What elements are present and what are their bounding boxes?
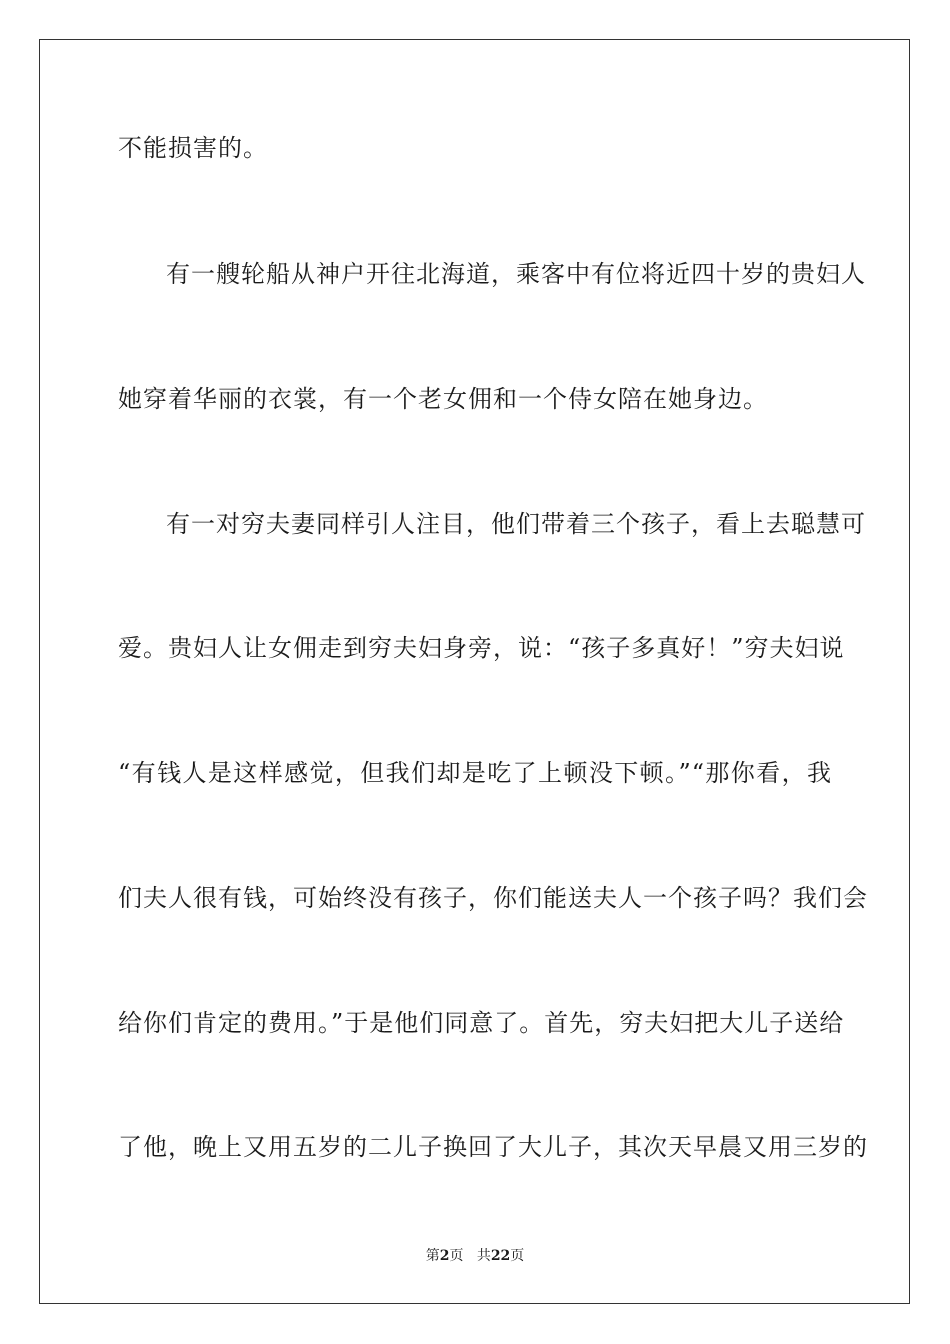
footer-prefix: 第 [425,1248,440,1264]
paragraph-line-2: 有一艘轮船从神户开往北海道，乘客中有位将近四十岁的贵妇人 [166,260,866,288]
paragraph-line-4: 有一对穷夫妻同样引人注目，他们带着三个孩子，看上去聪慧可 [166,510,866,538]
total-pages-number: 22 [490,1248,511,1264]
text-line-9: 了他，晚上又用五岁的二儿子换回了大儿子，其次天早晨又用三岁的 [118,1133,868,1161]
text-line-3: 她穿着华丽的衣裳，有一个老女佣和一个侍女陪在她身边。 [118,385,768,413]
text-line-1: 不能损害的。 [118,134,268,162]
footer-total-prefix: 共 [476,1248,491,1264]
text-line-6: “有钱人是这样感觉，但我们却是吃了上顿没下顿。”“那你看，我 [118,759,832,787]
page-border [39,39,910,1304]
text-line-7: 们夫人很有钱，可始终没有孩子，你们能送夫人一个孩子吗？我们会 [118,884,868,912]
page-footer [0,1247,950,1265]
footer-total-suffix: 页 [510,1248,525,1264]
text-line-8: 给你们肯定的费用。”于是他们同意了。首先，穷夫妇把大儿子送给 [118,1009,845,1037]
current-page-number: 2 [439,1248,450,1264]
text-line-5: 爱。贵妇人让女佣走到穷夫妇身旁，说：“孩子多真好！”穷夫妇说 [118,634,845,662]
footer-page-suffix: 页 [449,1248,464,1264]
